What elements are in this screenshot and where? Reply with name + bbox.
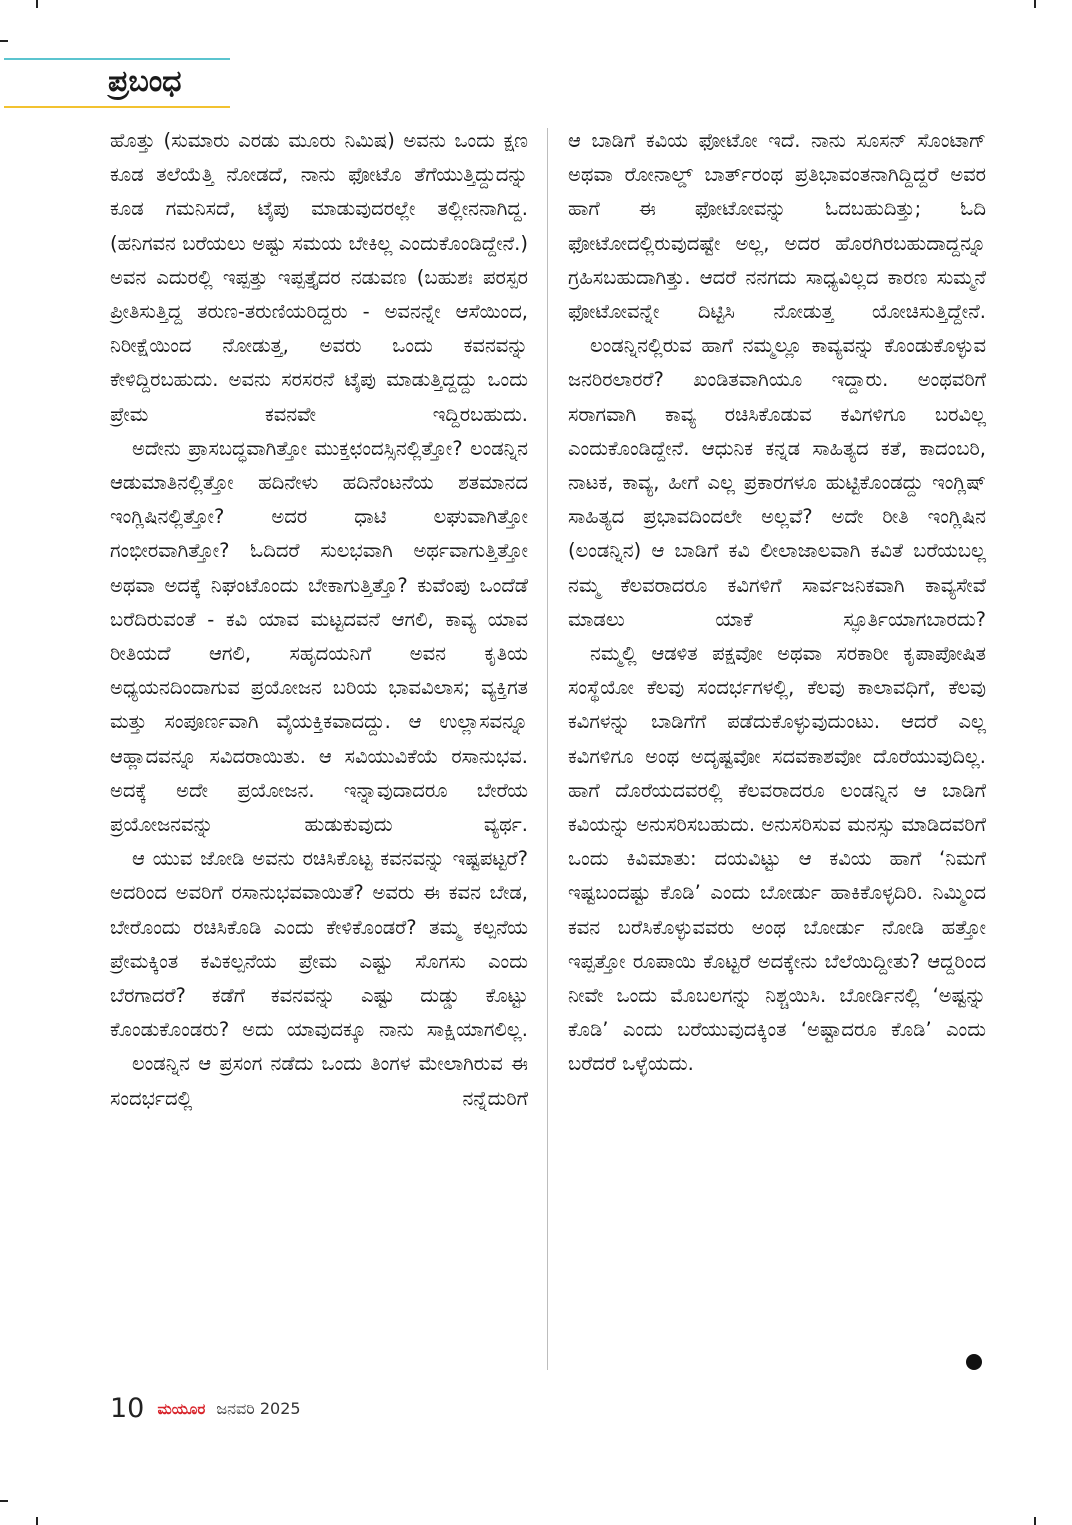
crop-mark xyxy=(0,40,8,42)
crop-mark xyxy=(1034,1517,1036,1525)
paragraph: ಆ ಬಾಡಿಗೆ ಕವಿಯ ಫೋಟೋ ಇದೆ. ನಾನು ಸೂಸನ್ ಸೊಂಟಾಗ್ ಅಥವಾ ರೋನಾಲ್ಡ್ ಬಾರ್ತ್‌ರಂಥ ಪ್ರತಿಭಾವಂತನಾಗಿದ್ದಿದ್ದರೆ ಅವರ ಹಾಗೆ ಈ ಫೋಟೋವನ್ನು ಓದಬಹುದಿತ್ತು; ಓದಿ ಫೋಟೋದಲ್ಲಿರುವುದಷ್ಟೇ ಅಲ್ಲ, ಅದರ ಹೊರಗಿರಬಹುದಾದ್ದನ್ನೂ ಗ್ರಹಿಸಬಹುದಾಗಿತ್ತು. ಆದರೆ ನನಗದು ಸಾಧ್ಯವಿಲ್ಲದ ಕಾರಣ ಸುಮ್ಮನೆ ಫೋಟೋವನ್ನೇ ದಿಟ್ಟಿಸಿ ನೋಡುತ್ತ ಯೋಚಿಸುತ್ತಿದ್ದೇನೆ. xyxy=(568,129,986,324)
end-of-article-bullet xyxy=(966,1354,982,1370)
crop-mark xyxy=(36,0,38,8)
magazine-logo: ಮಯೂರ xyxy=(157,1399,206,1418)
header-rule-bottom xyxy=(4,106,230,108)
page-number: 10 xyxy=(110,1393,145,1424)
header-rule-top xyxy=(4,58,230,60)
paragraph: ಆ ಯುವ ಜೋಡಿ ಅವನು ರಚಿಸಿಕೊಟ್ಟ ಕವನವನ್ನು ಇಷ್ಟಪಟ್ಟರೆ? ಅದರಿಂದ ಅವರಿಗೆ ರಸಾನುಭವವಾಯಿತೆ? ಅವರು ಈ ಕವನ ಬೇಡ, ಬೇರೊಂದು ರಚಿಸಿಕೊಡಿ ಎಂದು ಕೇಳಿಕೊಂಡರೆ? ತಮ್ಮ ಕಲ್ಪನೆಯ ಪ್ರೇಮಕ್ಕಿಂತ ಕವಿಕಲ್ಪನೆಯ ಪ್ರೇಮ ಎಷ್ಟು ಸೊಗಸು ಎಂದು ಬೆರಗಾದರೆ? ಕಡೆಗೆ ಕವನವನ್ನು ಎಷ್ಟು ದುಡ್ಡು ಕೊಟ್ಟು ಕೊಂಡುಕೊಂಡರು? ಅದು ಯಾವುದಕ್ಕೂ ನಾನು ಸಾಕ್ಷಿಯಾಗಲಿಲ್ಲ. xyxy=(110,847,528,1042)
paragraph: ಹೊತ್ತು (ಸುಮಾರು ಎರಡು ಮೂರು ನಿಮಿಷ) ಅವನು ಒಂದು ಕ್ಷಣ ಕೂಡ ತಲೆಯೆತ್ತಿ ನೋಡದೆ, ನಾನು ಫೋಟೊ ತೆಗೆಯುತ್ತಿದ್ದುದನ್ನು ಕೂಡ ಗಮನಿಸದೆ, ಟೈಪು ಮಾಡುವುದರಲ್ಲೇ ತಲ್ಲೀನನಾಗಿದ್ದ. (ಹನಿಗವನ ಬರೆಯಲು ಅಷ್ಟು ಸಮಯ ಬೇಕಿಲ್ಲ ಎಂದುಕೊಂಡಿದ್ದೇನೆ.) ಅವನ ಎದುರಲ್ಲಿ ಇಪ್ಪತ್ತು ಇಪ್ಪತ್ತೈದರ ನಡುವಣ (ಬಹುಶಃ ಪರಸ್ಪರ ಪ್ರೀತಿಸುತ್ತಿದ್ದ ತರುಣ-ತರುಣಿಯರಿದ್ದರು - ಅವನನ್ನೇ ಆಸೆಯಿಂದ, ನಿರೀಕ್ಷೆಯಿಂದ ನೋಡುತ್ತ, ಅವರು ಒಂದು ಕವನವನ್ನು ಕೇಳಿದ್ದಿರಬಹುದು. ಅವನು ಸರಸರನೆ ಟೈಪು ಮಾಡುತ್ತಿದ್ದದ್ದು ಒಂದು ಪ್ರೇಮ ಕವನವೇ ಇದ್ದಿರಬಹುದು. xyxy=(110,129,528,426)
section-title: ಪ್ರಬಂಧ xyxy=(108,64,182,99)
issue-date: ಜನವರಿ 2025 xyxy=(216,1398,301,1418)
paragraph: ಲಂಡನ್ನಿನ ಆ ಪ್ರಸಂಗ ನಡೆದು ಒಂದು ತಿಂಗಳ ಮೇಲಾಗಿರುವ ಈ ಸಂದರ್ಭದಲ್ಲಿ ನನ್ನೆದುರಿಗೆ xyxy=(110,1052,528,1110)
crop-mark xyxy=(1034,0,1036,8)
page-footer xyxy=(110,1393,301,1427)
crop-mark xyxy=(36,1517,38,1525)
article-column-left xyxy=(110,124,528,1116)
section-header xyxy=(4,58,230,110)
article-column-right xyxy=(568,124,986,1082)
paragraph: ನಮ್ಮಲ್ಲಿ ಆಡಳಿತ ಪಕ್ಷವೋ ಅಥವಾ ಸರಕಾರೀ ಕೃಪಾಪೋಷಿತ ಸಂಸ್ಥೆಯೋ ಕೆಲವು ಸಂದರ್ಭಗಳಲ್ಲಿ, ಕೆಲವು ಕಾಲಾವಧಿಗೆ, ಕೆಲವು ಕವಿಗಳನ್ನು ಬಾಡಿಗೆಗೆ ಪಡೆದುಕೊಳ್ಳುವುದುಂಟು. ಆದರೆ ಎಲ್ಲ ಕವಿಗಳಿಗೂ ಅಂಥ ಅದೃಷ್ಟವೋ ಸದವಕಾಶವೋ ದೊರೆಯುವುದಿಲ್ಲ. ಹಾಗೆ ದೊರೆಯದವರಲ್ಲಿ ಕೆಲವರಾದರೂ ಲಂಡನ್ನಿನ ಆ ಬಾಡಿಗೆ ಕವಿಯನ್ನು ಅನುಸರಿಸಬಹುದು. ಅನುಸರಿಸುವ ಮನಸ್ಸು ಮಾಡಿದವರಿಗೆ ಒಂದು ಕಿವಿಮಾತು: ದಯವಿಟ್ಟು ಆ ಕವಿಯ ಹಾಗೆ ‘ನಿಮಗೆ ಇಷ್ಟಬಂದಷ್ಟು ಕೊಡಿ’ ಎಂದು ಬೋರ್ಡು ಹಾಕಿಕೊಳ್ಳದಿರಿ. ನಿಮ್ಮಿಂದ ಕವನ ಬರೆಸಿಕೊಳ್ಳುವವರು ಅಂಥ ಬೋರ್ಡು ನೋಡಿ ಹತ್ತೋ ಇಪ್ಪತ್ತೋ ರೂಪಾಯಿ ಕೊಟ್ಟರೆ ಅದಕ್ಕೇನು ಬೆಲೆಯಿದ್ದೀತು? ಆದ್ದರಿಂದ ನೀವೇ ಒಂದು ಮೊಬಲಗನ್ನು ನಿಶ್ಚಯಿಸಿ. ಬೋರ್ಡಿನಲ್ಲಿ ‘ಅಷ್ಟನ್ನು ಕೊಡಿ’ ಎಂದು ಬರೆಯುವುದಕ್ಕಿಂತ ‘ಅಷ್ಟಾದರೂ ಕೊಡಿ’ ಎಂದು ಬರೆದರೆ ಒಳ್ಳೆಯದು. xyxy=(568,642,986,1076)
crop-mark xyxy=(0,1500,8,1502)
paragraph: ಅದೇನು ಪ್ರಾಸಬದ್ಧವಾಗಿತ್ತೋ ಮುಕ್ತಛಂದಸ್ಸಿನಲ್ಲಿತ್ತೋ? ಲಂಡನ್ನಿನ ಆಡುಮಾತಿನಲ್ಲಿತ್ತೋ ಹದಿನೇಳು ಹದಿನೆಂಟನೆಯ ಶತಮಾನದ ಇಂಗ್ಲಿಷಿನಲ್ಲಿತ್ತೋ? ಅದರ ಧಾಟಿ ಲಘುವಾಗಿತ್ತೋ ಗಂಭೀರವಾಗಿತ್ತೋ? ಓದಿದರೆ ಸುಲಭವಾಗಿ ಅರ್ಥವಾಗುತ್ತಿತ್ತೋ ಅಥವಾ ಅದಕ್ಕೆ ನಿಘಂಟೊಂದು ಬೇಕಾಗುತ್ತಿತ್ತೊ? ಕುವೆಂಪು ಒಂದೆಡೆ ಬರೆದಿರುವಂತೆ - ಕವಿ ಯಾವ ಮಟ್ಟದವನೆ ಆಗಲಿ, ಕಾವ್ಯ ಯಾವ ರೀತಿಯದೆ ಆಗಲಿ, ಸಹೃದಯನಿಗೆ ಅವನ ಕೃತಿಯ ಅಧ್ಯಯನದಿಂದಾಗುವ ಪ್ರಯೋಜನ ಬರಿಯ ಭಾವವಿಲಾಸ; ವ್ಯಕ್ತಿಗತ ಮತ್ತು ಸಂಪೂರ್ಣವಾಗಿ ವೈಯಕ್ತಿಕವಾದದ್ದು. ಆ ಉಲ್ಲಾಸವನ್ನೂ ಆಹ್ಲಾದವನ್ನೂ ಸವಿದರಾಯಿತು. ಆ ಸವಿಯುವಿಕೆಯೆ ರಸಾನುಭವ. ಅದಕ್ಕೆ ಅದೇ ಪ್ರಯೋಜನ. ಇನ್ನಾವುದಾದರೂ ಬೇರೆಯ ಪ್ರಯೋಜನವನ್ನು ಹುಡುಕುವುದು ವ್ಯರ್ಥ. xyxy=(110,436,528,837)
column-divider xyxy=(547,128,548,1370)
paragraph: ಲಂಡನ್ನಿನಲ್ಲಿರುವ ಹಾಗೆ ನಮ್ಮಲ್ಲೂ ಕಾವ್ಯವನ್ನು ಕೊಂಡುಕೊಳ್ಳುವ ಜನರಿರಲಾರರೆ? ಖಂಡಿತವಾಗಿಯೂ ಇದ್ದಾರು. ಅಂಥವರಿಗೆ ಸರಾಗವಾಗಿ ಕಾವ್ಯ ರಚಿಸಿಕೊಡುವ ಕವಿಗಳಿಗೂ ಬರವಿಲ್ಲ ಎಂದುಕೊಂಡಿದ್ದೇನೆ. ಆಧುನಿಕ ಕನ್ನಡ ಸಾಹಿತ್ಯದ ಕತೆ, ಕಾದಂಬರಿ, ನಾಟಕ, ಕಾವ್ಯ, ಹೀಗೆ ಎಲ್ಲ ಪ್ರಕಾರಗಳೂ ಹುಟ್ಟಿಕೊಂಡದ್ದು ಇಂಗ್ಲಿಷ್ ಸಾಹಿತ್ಯದ ಪ್ರಭಾವದಿಂದಲೇ ಅಲ್ಲವೆ? ಅದೇ ರೀತಿ ಇಂಗ್ಲಿಷಿನ (ಲಂಡನ್ನಿನ) ಆ ಬಾಡಿಗೆ ಕವಿ ಲೀಲಾಜಾಲವಾಗಿ ಕವಿತೆ ಬರೆಯಬಲ್ಲ ನಮ್ಮ ಕೆಲವರಾದರೂ ಕವಿಗಳಿಗೆ ಸಾರ್ವಜನಿಕವಾಗಿ ಕಾವ್ಯಸೇವೆ ಮಾಡಲು ಯಾಕೆ ಸ್ಫೂರ್ತಿಯಾಗಬಾರದು? xyxy=(568,334,986,631)
